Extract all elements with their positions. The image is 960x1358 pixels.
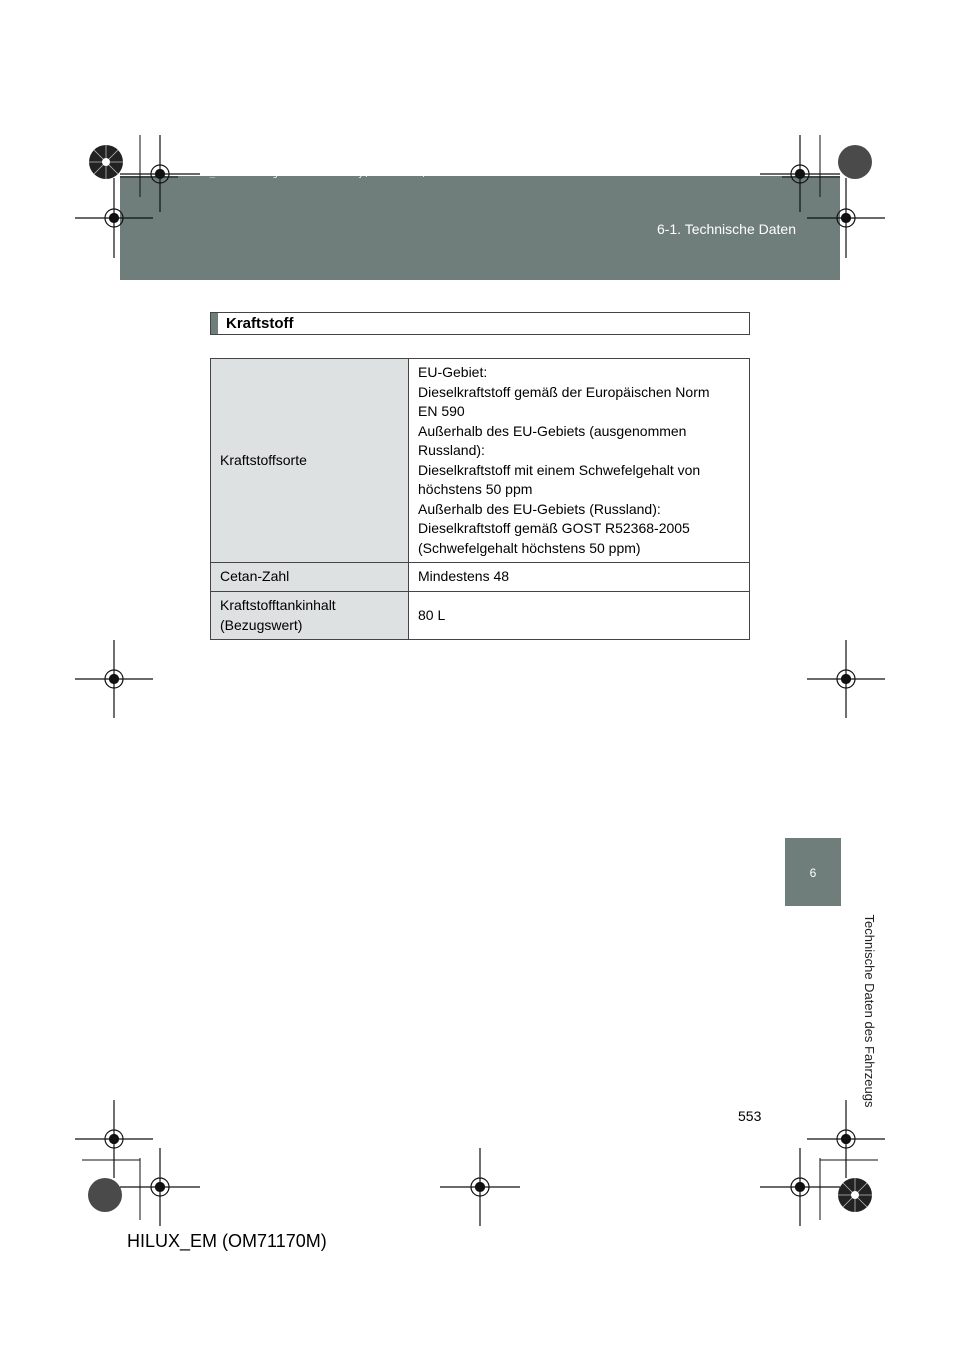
section-title: 6-1. Technische Daten: [656, 221, 796, 237]
value-line: Dieselkraftstoff gemäß der Europäischen Norm: [418, 383, 710, 400]
crosshair-r1: [807, 178, 885, 258]
crosshair-mr: [807, 640, 885, 718]
row-value: Mindestens 48: [409, 563, 750, 592]
table-row: [211, 563, 750, 592]
label-line: (Bezugswert): [220, 616, 303, 633]
crosshair-tr: [760, 135, 840, 212]
chapter-tab: [785, 838, 841, 906]
starburst-tl: [89, 145, 123, 179]
chapter-label: Technische Daten des Fahrzeugs: [862, 914, 877, 1108]
row-label: Cetan-Zahl: [211, 563, 409, 592]
label-line: Kraftstofftankinhalt: [220, 597, 336, 613]
value-line: Russland):: [418, 442, 485, 458]
crosshair-l1: [75, 178, 153, 258]
crosshair-bl1: [75, 1100, 153, 1178]
row-value: 80 L: [409, 592, 750, 640]
color-swatch-bl: [88, 1178, 122, 1212]
table-row: [211, 592, 750, 640]
value-line: (Schwefelgehalt höchstens 50 ppm): [418, 539, 641, 556]
row-value: [409, 359, 750, 563]
table-row: [211, 359, 750, 563]
chapter-number: 6: [809, 866, 817, 880]
value-line: EU-Gebiet:: [418, 364, 488, 380]
value-line: höchstens 50 ppm: [418, 481, 533, 497]
print-stamp: HILUX_EM.book Page 553 Wednesday, March 23, 2011 2:48 PM: [181, 169, 502, 179]
crosshair-bc: [440, 1148, 520, 1226]
crosshair-tl: [120, 135, 200, 212]
value-line: Dieselkraftstoff gemäß GOST R52368-2005: [418, 520, 690, 536]
value-line: EN 590: [418, 403, 465, 419]
value-line: Außerhalb des EU-Gebiets (Russland):: [418, 500, 661, 517]
value-line: Dieselkraftstoff mit einem Schwefelgehalt von: [418, 461, 701, 478]
starburst-br: [838, 1178, 872, 1212]
row-label: [211, 592, 409, 640]
footer-model-code: HILUX_EM (OM71170M): [127, 1231, 327, 1251]
fuel-spec-table: [210, 358, 750, 640]
page-number: 553: [738, 1108, 762, 1124]
topic-title: Kraftstoff: [226, 315, 294, 332]
topic-heading: [210, 312, 750, 335]
heading-accent-bar: [211, 313, 218, 334]
row-label: Kraftstoffsorte: [211, 359, 409, 563]
value-line: Außerhalb des EU-Gebiets (ausgenommen: [418, 422, 687, 439]
color-swatch-tr: [838, 145, 872, 179]
crosshair-ml: [75, 640, 153, 718]
